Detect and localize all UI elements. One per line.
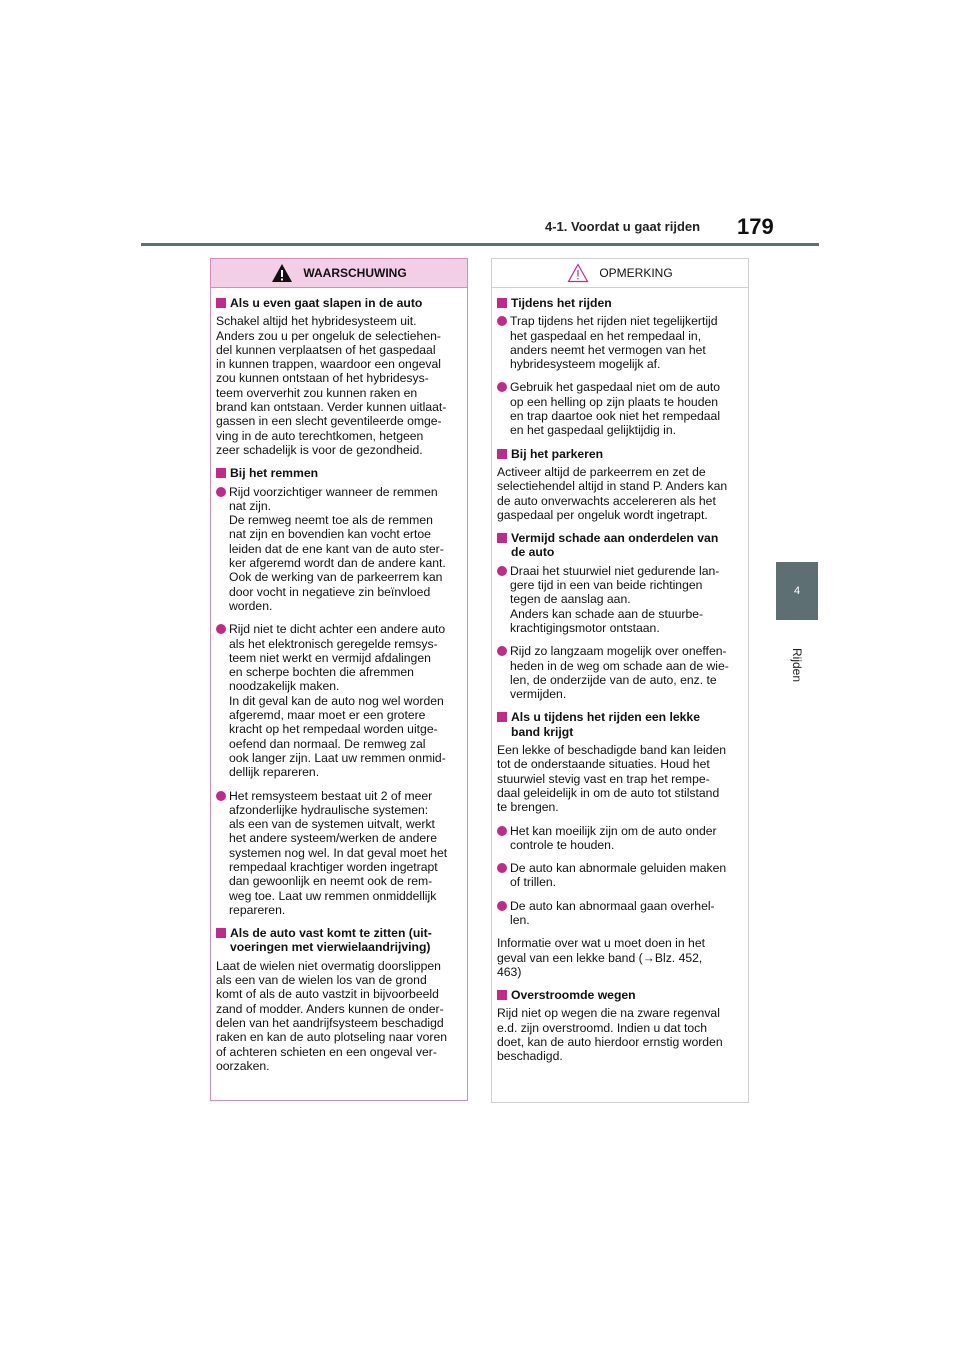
square-bullet-icon: [216, 298, 226, 308]
list-item: [216, 622, 462, 779]
warning-box: [210, 258, 468, 1101]
note-box: [491, 258, 749, 1103]
chapter-tab: 4: [776, 562, 818, 620]
section-heading-text: Tijdens het rijden: [511, 296, 612, 310]
list-item-text: Het remsysteem bestaat uit 2 of meer afzonderlijke hydraulische systemen: als een van de systemen uitvalt, werkt het andere systeem/werken de andere systemen nog wel. In dat geval moet het rempedaal krachtiger worden ingetrapt dan gewoonlijk en neemt ook de rem- weg toe. Laat uw remmen onmiddellijk repareren.: [229, 788, 448, 917]
list-item: [497, 899, 743, 928]
square-bullet-icon: [216, 928, 226, 938]
section-heading: [497, 531, 743, 560]
list-item: [497, 314, 743, 371]
section-heading: [216, 926, 462, 955]
list-item-text: Trap tijdens het rijden niet tegelijkertijd het gaspedaal en het rempedaal in, anders neemt het vermogen van het hybridesysteem mogelijk af.: [510, 314, 718, 372]
section-heading: [216, 296, 462, 310]
section-paragraph: Rijd niet op wegen die na zware regenval e.d. zijn overstroomd. Indien u dat toch doet, kan de auto hierdoor ernstig worden beschadigd.: [497, 1006, 723, 1064]
list-item-text: Draai het stuurwiel niet gedurende lan- gere tijd in een van beide richtingen tegen de aanslag aan. Anders kan schade aan de stuurbe- krachtigingsmotor ontstaan.: [510, 563, 720, 635]
note-box-title: OPMERKING: [599, 265, 673, 280]
square-bullet-icon: [497, 990, 507, 1000]
circle-bullet-icon: [497, 826, 507, 836]
section-heading-text: Als u tijdens het rijden een lekke band krijgt: [511, 710, 700, 739]
square-bullet-icon: [497, 298, 507, 308]
warning-box-header: [211, 259, 467, 288]
section-title: 4-1. Voordat u gaat rijden: [545, 219, 701, 234]
warning-triangle-icon: [271, 263, 293, 283]
square-bullet-icon: [497, 533, 507, 543]
section-heading-text: Bij het remmen: [230, 466, 319, 481]
section-paragraph: Een lekke of beschadigde band kan leiden tot de onderstaande situaties. Houd het stuurwiel stevig vast en trap het rempe- daal geleidelijk in om de auto tot stilstand te brengen.: [497, 743, 727, 815]
list-item: [216, 485, 462, 614]
section-heading-text: Als u even gaat slapen in de auto: [230, 296, 423, 310]
circle-bullet-icon: [497, 901, 507, 911]
list-item-text: De auto kan abnormaal gaan overhel- len.: [510, 898, 715, 927]
circle-bullet-icon: [497, 646, 507, 656]
section-paragraph: Activeer altijd de parkeerrem en zet de selectiehendel altijd in stand P. Anders kan de auto onverwachts accelereren als het gaspedaal per ongeluk wordt ingetrapt.: [497, 464, 728, 522]
list-item-text: Gebruik het gaspedaal niet om de auto op een helling op zijn plaats te houden en trap daartoe ook niet het rempedaal en het gaspedaal gelijktijdig in.: [510, 380, 721, 438]
square-bullet-icon: [216, 468, 226, 478]
square-bullet-icon: [497, 449, 507, 459]
list-item-text: Rijd niet te dicht achter een andere auto als het elektronisch geregelde remsys- teem niet werkt en vermijd afdalingen en scherpe bochten die afremmen noodzakelijk maken. In dit geval kan de auto nog wel worden afgeremd, maar moet er een grotere kracht op het rempedaal worden uitge- oefend dan normaal. De remweg zal ook langer zijn. Laat uw remmen onmid- dellijk repareren.: [229, 622, 446, 780]
circle-bullet-icon: [497, 382, 507, 392]
circle-bullet-icon: [216, 791, 226, 801]
chapter-label: Rijden: [790, 647, 804, 683]
note-box-header: [492, 259, 748, 288]
section-heading-text: Vermijd schade aan onderdelen van de auto: [511, 531, 719, 560]
list-item: [497, 644, 743, 701]
section-heading: [497, 710, 743, 739]
circle-bullet-icon: [216, 624, 226, 634]
circle-bullet-icon: [497, 863, 507, 873]
list-item-text: Rijd zo langzaam mogelijk over oneffen- heden in de weg om schade aan de wie- len, de onderzijde van de auto, enz. te vermijden.: [510, 644, 729, 702]
section-heading: [497, 296, 743, 310]
list-item: [216, 789, 462, 918]
page-number: 179: [737, 214, 774, 239]
list-item: [497, 824, 743, 853]
section-heading: [497, 447, 743, 461]
list-item-text: Rijd voorzichtiger wanneer de remmen nat zijn. De remweg neemt toe als de remmen nat zijn en bovendien kan vocht ertoe leiden dat de ene kant van de auto ster- ker afgeremd wordt dan de andere kant. Ook de werking van de parkeerrem kan door vocht in negatieve zin beïnvloed worden.: [229, 484, 446, 613]
section-heading: [216, 466, 462, 480]
section-paragraph: Laat de wielen niet overmatig doorslippen als een van de wielen los van de grond komt of als de auto vastzit in bijvoorbeeld zand of modder. Anders kunnen de onder- delen van het aandrijfsysteem beschadigd raken en kan de auto plotseling naar voren of achteren schieten en een ongeval ver- oorzaken.: [216, 958, 448, 1073]
list-item-text: Het kan moeilijk zijn om de auto onder controle te houden.: [510, 823, 717, 852]
section-heading-text: Als de auto vast komt te zitten (uit- voeringen met vierwielaandrijving): [230, 926, 432, 955]
circle-bullet-icon: [497, 316, 507, 326]
cross-reference-paragraph: Informatie over wat u moet doen in het geval van een lekke band (→Blz. 452, 463): [497, 936, 705, 979]
circle-bullet-icon: [497, 566, 507, 576]
square-bullet-icon: [497, 712, 507, 722]
section-heading: [497, 988, 743, 1002]
section-heading-text: Bij het parkeren: [511, 446, 604, 461]
header-divider: [141, 243, 819, 246]
section-heading-text: Overstroomde wegen: [511, 988, 636, 1003]
section-paragraph: Schakel altijd het hybridesysteem uit. Anders zou u per ongeluk de selectiehen- del kunnen verplaatsen of het gaspedaal in kunnen trappen, waardoor een ongeval zou kunnen ontstaan of het hybridesys- teem oververhit zou kunnen raken en brand kan ontstaan. Verder kunnen uitlaat- gassen in een slecht geventileerde omge- ving in de auto terechtkomen, hetgeen zeer schadelijk is voor de gezondheid.: [216, 314, 447, 457]
warning-box-title: WAARSCHUWING: [303, 265, 407, 280]
list-item-text: De auto kan abnormale geluiden maken of trillen.: [510, 861, 727, 890]
circle-bullet-icon: [216, 487, 226, 497]
list-item: [497, 861, 743, 890]
caution-triangle-outline-icon: [567, 263, 589, 283]
list-item: [497, 380, 743, 437]
list-item: [497, 564, 743, 635]
